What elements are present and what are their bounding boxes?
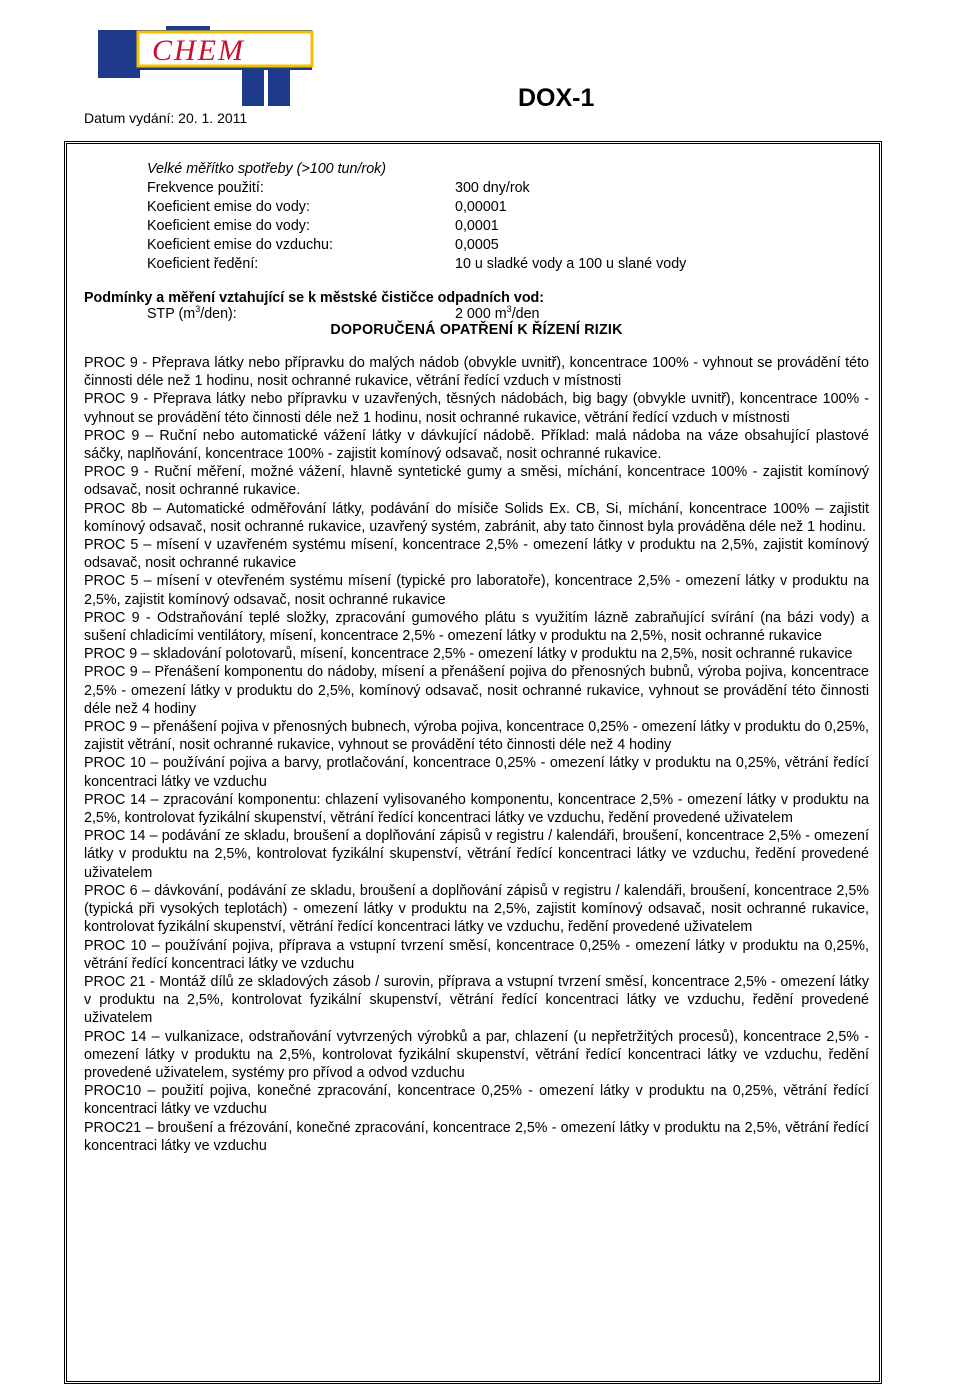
stp-value-suffix: /den xyxy=(511,306,540,322)
proc-item: PROC21 – broušení a frézování, konečné zpracování, koncentrace 2,5% - omezení látky v produktu na 2,5%, větrání ředící koncentraci látky ve vzduchu xyxy=(84,1119,869,1154)
stp-label-suffix: /den): xyxy=(200,306,237,322)
proc-item: PROC 9 - Přeprava látky nebo přípravku do malých nádob (obvykle uvnitř), koncentrace 100% - vyhnout se provádění této činnosti déle než 1 hodinu, nosit ochranné rukavice, větrání ředící vzduch v místnosti xyxy=(84,355,869,390)
usage-value: 0,0001 xyxy=(455,218,499,234)
proc-item: PROC 5 – mísení v otevřeném systému mísení (typické pro laboratoře), koncentrace 2,5% - omezení látky v produktu na 2,5%, zajistit komínový odsavač, nosit ochranné rukavice xyxy=(84,573,869,608)
proc-item: PROC 6 – dávkování, podávání ze skladu, broušení a doplňování zápisů v registru / kalendáři, broušení, koncentrace 2,5% (typická při vysokých teplotách) - omezení látky v produktu na 2,5%, zajistit komínový odsavač, nosit ochranné rukavice, kontrolovat fyzikální skupenství, větrání ředící koncentraci látky ve vzduchu, ředění provedené uživatelem xyxy=(84,882,869,936)
company-logo xyxy=(92,22,322,108)
proc-item: PROC 21 - Montáž dílů ze skladových zásob / surovin, příprava a vstupní tvrzení směsí, koncentrace 2,5% - omezení látky v produktu na 2,5%, kontrolovat fyzikální skupenství, větrání ředící koncentraci látky ve vzduchu, ředění provedené uživatelem xyxy=(84,973,869,1027)
usage-label: Frekvence použití: xyxy=(147,180,264,196)
stp-value-sup: 3 xyxy=(506,304,512,314)
issue-date: Datum vydání: 20. 1. 2011 xyxy=(84,110,248,126)
proc-item: PROC 9 – Přenášení komponentu do nádoby, mísení a přenášení pojiva do přenosných bubnů, výroba pojiva, koncentrace 2,5% - omezení látky v produktu do 2,5%, komínový odsavač, nosit ochranné rukavice, vyhnout se provádění této činnosti déle než 4 hodiny xyxy=(84,664,869,717)
proc-item: PROC 10 – používání pojiva, příprava a vstupní tvrzení směsí, koncentrace 0,25% - omezení látky v produktu na 0,25%, větrání ředící koncentraci látky ve vzduchu xyxy=(84,937,869,972)
proc-item: PROC 9 – Ruční nebo automatické vážení látky v dávkující nádobě. Příklad: malá nádoba na váze obsahující plastové sáčky, naplňování, koncentrace 100% - zajistit komínový odsavač, nosit ochranné rukavice. xyxy=(84,427,869,463)
usage-row xyxy=(147,255,687,274)
stp-label xyxy=(147,306,237,322)
proc-item: PROC10 – použití pojiva, konečné zpracování, koncentrace 0,25% - omezení látky v produktu na 0,25%, větrání ředící koncentraci látky ve vzduchu xyxy=(84,1083,869,1118)
usage-label: Koeficient ředění: xyxy=(147,256,259,272)
usage-row xyxy=(147,236,499,255)
proc-item: PROC 14 – podávání ze skladu, broušení a doplňování zápisů v registru / kalendáři, broušení, koncentrace 2,5% - omezení látky v produktu na 2,5%, kontrolovat fyzikální skupenství, větrání ředící koncentraci látky ve vzduchu, ředění provedené uživatelem xyxy=(84,828,869,881)
usage-value: 0,0005 xyxy=(455,237,499,253)
usage-value: 0,00001 xyxy=(455,199,507,215)
proc-item: PROC 14 – vulkanizace, odstraňování vytvrzených výrobků a par, chlazení (u nepřetržitých procesů), koncentrace 2,5% - omezení látky v produktu na 2,5%, kontrolovat fyzikální skupenství, větrání ředící koncentraci látky ve vzduchu, ředění provedené uživatelem, systémy pro přívod a odvod vzduchu xyxy=(84,1028,869,1081)
stp-label-sup: 3 xyxy=(195,304,201,314)
proc-list xyxy=(84,354,869,1155)
usage-label: Koeficient emise do vody: xyxy=(147,199,310,215)
chem-logo-icon xyxy=(92,22,322,108)
proc-item: PROC 9 – přenášení pojiva v přenosných bubnech, výroba pojiva, koncentrace 0,25% - omezení látky v produktu do 0,25%, zajistit větrání, nosit ochranné rukavice, vyhnout se provádění této činnosti déle než 4 hodiny xyxy=(84,719,869,754)
proc-item: PROC 9 – skladování polotovarů, mísení, koncentrace 2,5% - omezení látky v produktu na 2,5%, nosit ochranné rukavice xyxy=(84,646,853,663)
stp-value-text: 2 000 m xyxy=(455,306,507,322)
usage-row xyxy=(147,217,499,236)
usage-value: 300 dny/rok xyxy=(455,180,530,196)
usage-label: Koeficient emise do vody: xyxy=(147,218,310,234)
proc-item: PROC 9 - Přeprava látky nebo přípravku v uzavřených, těsných nádobách, big bagy (obvykle uvnitř), koncentrace 100% - vyhnout se provádění této činnosti déle než 1 hodinu, nosit ochranné rukavice, větrání ředící vzduch v místnosti xyxy=(84,391,869,426)
recommendations-heading: DOPORUČENÁ OPATŘENÍ K ŘÍZENÍ RIZIK xyxy=(330,322,623,338)
proc-item: PROC 8b – Automatické odměřování látky, podávání do mísiče Solids Ex. CB, Si, míchání, koncentrace 100% – zajistit komínový odsavač, nosit ochranné rukavice, uzavřený systém, zabránit, aby tato činnost byla prováděna déle než 1 hodinu. xyxy=(84,500,869,535)
proc-item: PROC 9 - Ruční měření, možné vážení, hlavně syntetické gumy a směsi, míchání, koncentrace 100% - zajistit komínový odsavač, nosit ochranné rukavice. xyxy=(84,464,869,499)
conditions-heading: Podmínky a měření vztahující se k městské čističce odpadních vod: xyxy=(84,290,545,306)
usage-section xyxy=(147,160,687,274)
proc-item: PROC 14 – zpracování komponentu: chlazení vylisovaného komponentu, koncentrace 2,5% - omezení látky v produktu na 2,5%, kontrolovat fyzikální skupenství, větrání ředící koncentraci látky ve vzduchu, ředění provedené uživatelem xyxy=(84,791,869,827)
stp-value xyxy=(455,306,540,322)
proc-item: PROC 9 - Odstraňování teplé složky, zpracování gumového plátu s využitím lázně zabraňující svírání (na bázi vody) a sušení chladicími ventilátory, mísení, koncentrace 2,5% - omezení látky v produktu na 2,5%, nosit ochranné rukavice xyxy=(84,609,869,645)
proc-item: PROC 10 – používání pojiva a barvy, protlačování, koncentrace 0,25% - omezení látky v produktu na 0,25%, větrání ředící koncentraci látky ve vzduchu xyxy=(84,755,869,790)
svg-text:CHEM: CHEM xyxy=(152,34,245,67)
stp-label-text: STP (m xyxy=(147,306,196,322)
usage-label: Koeficient emise do vzduchu: xyxy=(147,237,333,253)
document-code: DOX-1 xyxy=(518,84,595,112)
usage-value: 10 u sladké vody a 100 u slané vody xyxy=(455,256,687,272)
proc-item: PROC 5 – mísení v uzavřeném systému mísení, koncentrace 2,5% - omezení látky v produktu na 2,5%, zajistit komínový odsavač, nosit ochranné rukavice xyxy=(84,537,869,572)
usage-row xyxy=(147,179,530,198)
usage-row xyxy=(147,198,507,217)
usage-heading: Velké měřítko spotřeby (>100 tun/rok) xyxy=(147,161,387,177)
